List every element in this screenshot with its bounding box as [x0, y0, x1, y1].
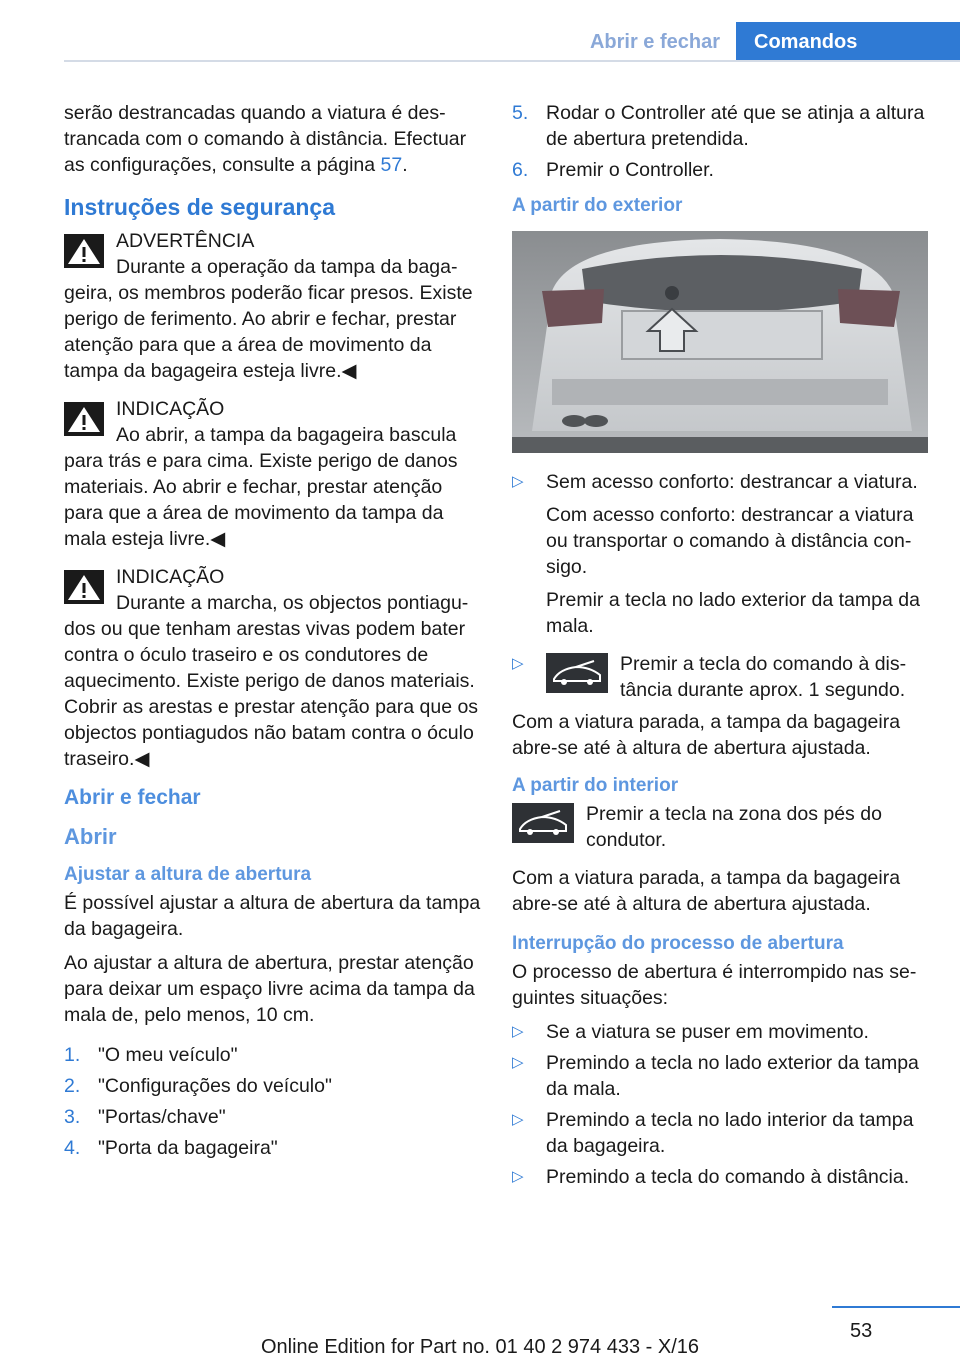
- interrupt-paragraph: O processo de abertura é interrompido nas seguintes situações:: [512, 961, 917, 1009]
- steps-list-left: [64, 1042, 482, 1161]
- step-number: 2.: [64, 1075, 81, 1097]
- bullet-icon: ▷: [512, 1111, 524, 1128]
- list-item: [512, 1050, 928, 1102]
- list-item: [64, 1104, 482, 1130]
- footer-rule: [832, 1306, 960, 1308]
- list-item-text: [546, 469, 928, 639]
- step-text: "O meu veículo": [98, 1044, 238, 1066]
- height-paragraph-2: Ao ajustar a altura de abertura, prestar atenção para deixar um espaço livre acima da tampa da mala de, pelo menos, 10 cm.: [64, 952, 475, 1026]
- list-item: [512, 651, 928, 703]
- interior-key-text: Premir a tecla na zona dos pés do condutor.: [586, 803, 882, 851]
- list-item: [512, 469, 928, 639]
- page-57-link[interactable]: 57: [380, 154, 403, 176]
- page-number: 53: [850, 1320, 873, 1342]
- step-number: 1.: [64, 1044, 81, 1066]
- height-paragraph-1: É possível ajustar a altura de abertura da tampa da bagageira.: [64, 892, 481, 940]
- step-text: Premir o Controller.: [546, 159, 714, 181]
- trunk-key-icon: [546, 653, 608, 693]
- bullet-line: Sem acesso conforto: destrancar a viatura.: [546, 471, 918, 493]
- bullet-icon: ▷: [512, 1023, 524, 1040]
- step-text: "Configurações do veículo": [98, 1075, 332, 1097]
- bullet-text: Premir a tecla do comando à distância durante aprox. 1 segundo.: [620, 653, 907, 701]
- interrupt-list: [512, 1019, 928, 1190]
- list-item: [512, 157, 928, 183]
- list-item-text: Premindo a tecla no lado exterior da tampa da mala.: [546, 1052, 919, 1100]
- header-section-tab: Abrir e fechar: [589, 31, 721, 53]
- warning-block-1: [64, 228, 482, 384]
- list-item-text: Premindo a tecla no lado interior da tampa da bagageira.: [546, 1109, 914, 1157]
- left-column: [64, 100, 482, 1167]
- steps-list-right: [512, 100, 928, 183]
- intro-text: serão destrancadas quando a viatura é destrancada com o comando à distância. Efectuar as configurações, consulte a página: [64, 102, 467, 176]
- bullet-line: Premir a tecla no lado exterior da tampa da mala.: [546, 589, 920, 637]
- notice-title: INDICAÇÃO: [116, 398, 225, 420]
- list-item: [512, 1019, 928, 1045]
- list-item: [64, 1073, 482, 1099]
- bullet-icon: ▷: [512, 1054, 524, 1071]
- notice-text: Durante a marcha, os objectos pontiagudos ou que tenham arestas vivas podem bater contra o óculo traseiro e os condutores de aquecimento. Existe perigo de danos materiais. Cobrir as arestas e prestar atenção para que os objectos pontiagudos não batam contra o óculo traseiro.◀: [64, 592, 479, 770]
- list-item: [512, 1164, 928, 1190]
- trunk-lid-illustration: [512, 231, 928, 453]
- warning-triangle-icon: [64, 234, 104, 268]
- intro-end: .: [402, 154, 408, 176]
- intro-paragraph: [64, 100, 482, 178]
- edition-footer: Online Edition for Part no. 01 40 2 974 433 - X/16: [260, 1336, 700, 1358]
- interrupt-heading: Interrupção do processo de abertura: [512, 933, 844, 954]
- bullet-icon: ▷: [512, 655, 524, 672]
- bullet-line: Com acesso conforto: destrancar a viatura ou transportar o comando à distância consigo.: [546, 504, 914, 578]
- list-item-text: Se a viatura se puser em movimento.: [546, 1021, 869, 1043]
- notice-text: Ao abrir, a tampa da bagageira bascula para trás e para cima. Existe perigo de danos materiais. Ao abrir e fechar, prestar atenção para que a área de movimento da tampa da mala esteja livre.◀: [64, 424, 458, 550]
- warning-triangle-icon: [64, 402, 104, 436]
- exterior-heading: A partir do exterior: [512, 195, 683, 216]
- step-number: 5.: [512, 102, 529, 124]
- warning-text: Durante a operação da tampa da bagageira, os membros poderão ficar presos. Existe perigo de ferimento. Ao abrir e fechar, prestar atenção para que a área de movimento da tampa da bagageira esteja livre.◀: [64, 256, 473, 382]
- list-item: [64, 1135, 482, 1161]
- trunk-key-icon: [512, 803, 574, 843]
- bullet-icon: ▷: [512, 1168, 524, 1185]
- step-number: 6.: [512, 159, 529, 181]
- interior-key-row: [512, 801, 928, 853]
- warning-triangle-icon: [64, 570, 104, 604]
- open-close-heading: Abrir e fechar: [64, 786, 201, 809]
- step-text: "Portas/chave": [98, 1106, 226, 1128]
- opening-height-heading: Ajustar a altura de abertura: [64, 864, 312, 885]
- list-item: [64, 1042, 482, 1068]
- list-item-text: [546, 651, 928, 703]
- list-item: [512, 100, 928, 152]
- safety-heading: Instruções de segurança: [64, 194, 335, 220]
- bullet-icon: ▷: [512, 473, 524, 490]
- right-column: [512, 100, 928, 1196]
- step-text: "Porta da bagageira": [98, 1137, 278, 1159]
- exterior-bullets: [512, 469, 928, 703]
- warning-title: ADVERTÊNCIA: [116, 230, 255, 252]
- step-number: 3.: [64, 1106, 81, 1128]
- interior-heading: A partir do interior: [512, 775, 679, 796]
- step-number: 4.: [64, 1137, 81, 1159]
- exterior-paragraph: Com a viatura parada, a tampa da bagageira abre-se até à altura de abertura ajustada.: [512, 711, 901, 759]
- list-item-text: Premindo a tecla do comando à distância.: [546, 1166, 910, 1188]
- interior-paragraph: Com a viatura parada, a tampa da bagageira abre-se até à altura de abertura ajustada.: [512, 867, 901, 915]
- notice-title: INDICAÇÃO: [116, 566, 225, 588]
- warning-block-3: [64, 564, 482, 772]
- warning-block-2: [64, 396, 482, 552]
- list-item: [512, 1107, 928, 1159]
- open-heading: Abrir: [64, 824, 117, 849]
- header-rule: [64, 60, 960, 62]
- step-text: Rodar o Controller até que se atinja a altura de abertura pretendida.: [546, 102, 925, 150]
- header-chapter-tab: Comandos: [736, 22, 960, 62]
